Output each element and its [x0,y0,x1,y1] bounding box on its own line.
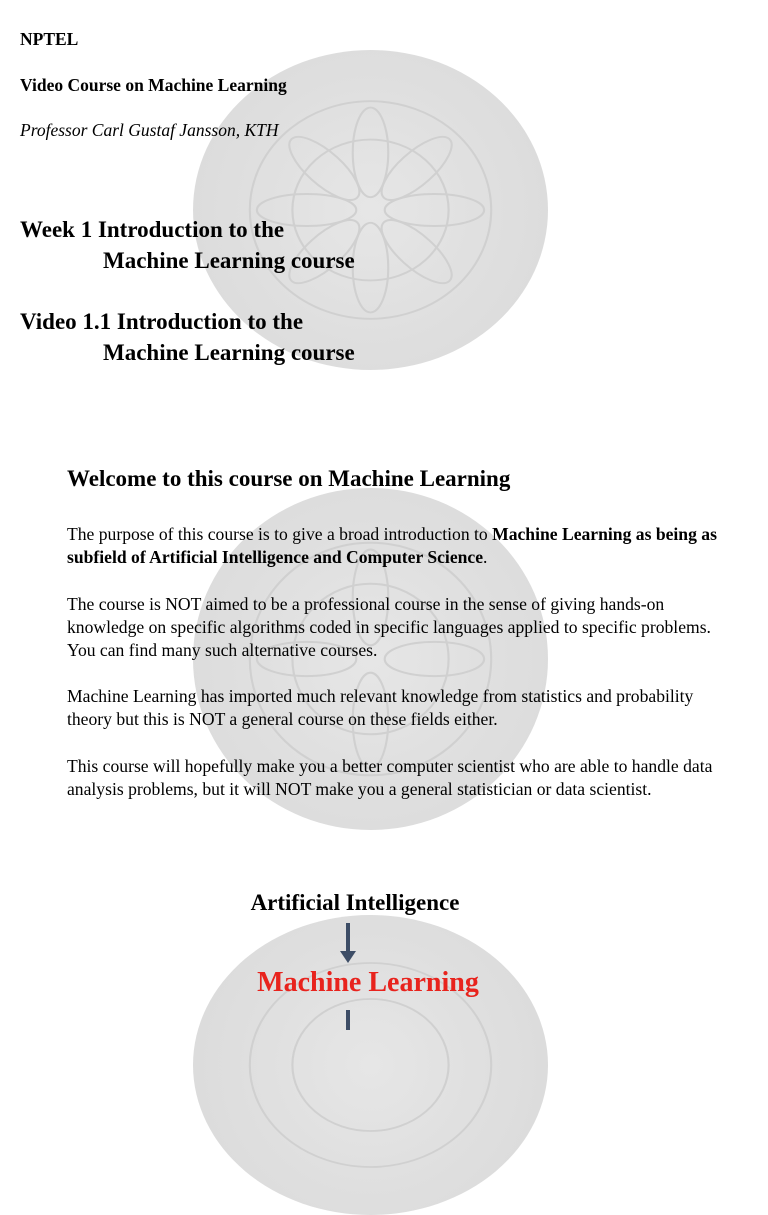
purpose-period: . [483,547,488,568]
video-heading-line2: Machine Learning course [103,340,355,365]
ml-label: Machine Learning [257,967,479,998]
statistics-paragraph: Machine Learning has imported much relevant knowledge from statistics and probability theory but this is NOT a general course on these fields either. [67,686,694,730]
week-heading-line1: Week 1 Introduction to the [20,217,285,242]
ai-label: Artificial Intelligence [250,890,460,915]
org-name: NPTEL [20,29,79,49]
purpose-paragraph [67,523,732,569]
purpose-bold-text: Machine Learning as being as subfield of Artificial Intelligence and Computer Science [67,524,717,568]
week-heading-line2: Machine Learning course [103,248,355,273]
outcome-paragraph: This course will hopefully make you a better computer scientist who are able to handle data analysis problems, but it will NOT make you a general statistician or data scientist. [67,756,713,800]
video-heading [20,306,355,368]
course-title: Video Course on Machine Learning [20,75,287,95]
purpose-text: The purpose of this course is to give a broad introduction to [67,524,493,544]
week-heading [20,214,355,276]
welcome-title: Welcome to this course on Machine Learning [67,466,511,491]
watermark-seal [193,915,548,1215]
not-professional-paragraph: The course is NOT aimed to be a professional course in the sense of giving hands-on knowledge on specific algorithms coded in specific languages applied to specific problems. You can find many such alternative courses. [67,594,711,661]
video-heading-line1: Video 1.1 Introduction to the [20,309,304,334]
professor-name: Professor Carl Gustaf Jansson, KTH [20,120,279,140]
down-arrow-icon [346,923,350,953]
down-arrow-icon [346,1010,350,1030]
